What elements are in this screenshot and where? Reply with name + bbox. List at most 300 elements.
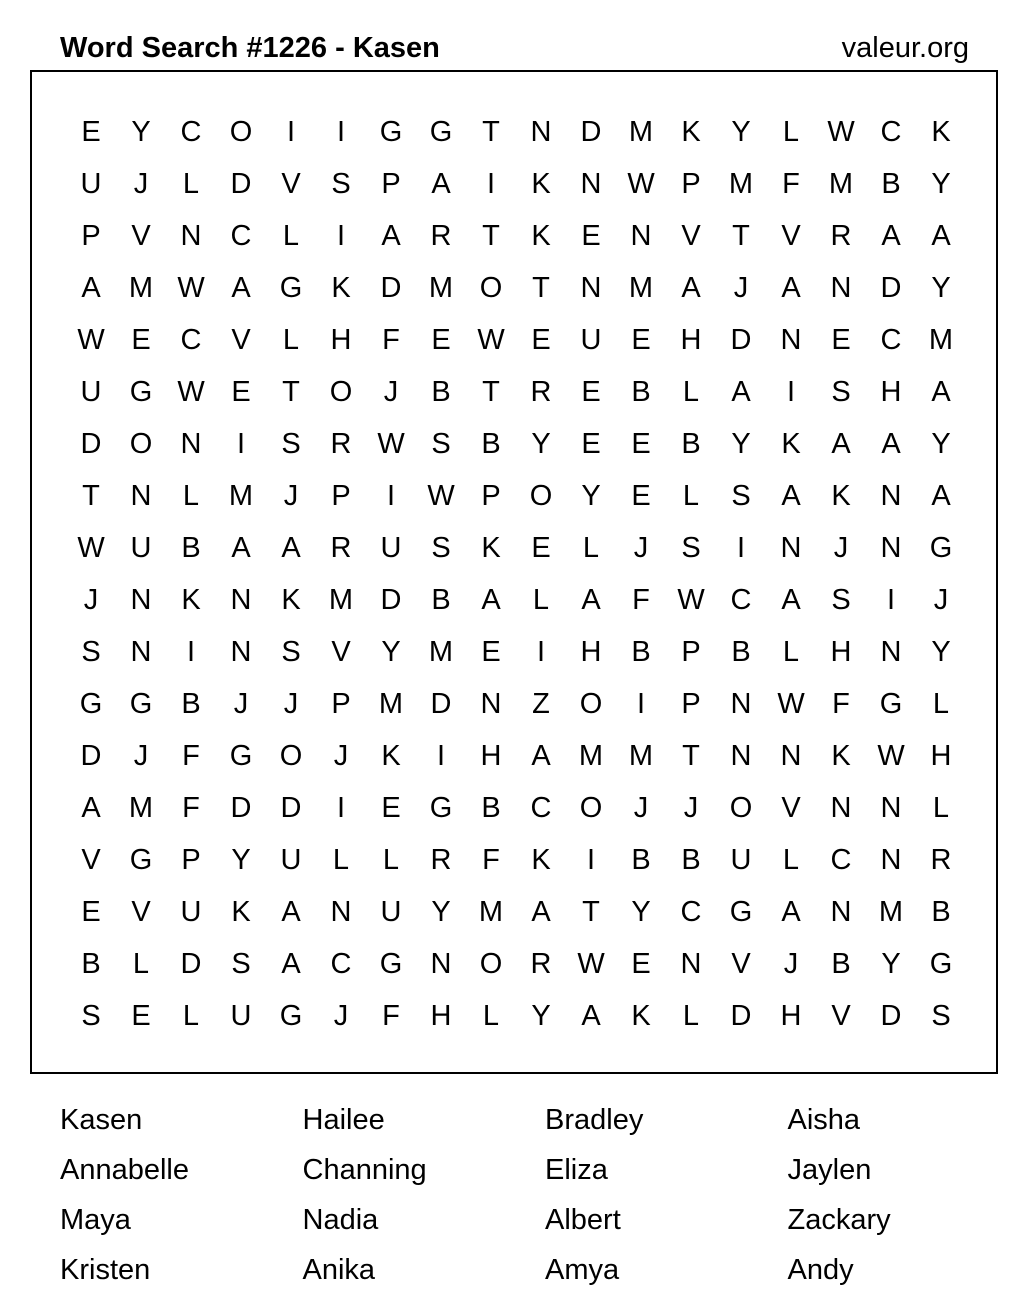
- grid-letter[interactable]: M: [128, 791, 154, 824]
- grid-letter[interactable]: U: [180, 895, 202, 928]
- grid-letter[interactable]: Y: [931, 271, 951, 304]
- grid-letter[interactable]: B: [481, 427, 501, 460]
- grid-letter[interactable]: G: [229, 739, 253, 772]
- grid-letter[interactable]: Y: [731, 427, 751, 460]
- grid-letter[interactable]: O: [279, 739, 303, 772]
- grid-letter[interactable]: R: [430, 219, 452, 252]
- grid-letter[interactable]: U: [80, 375, 102, 408]
- grid-letter[interactable]: E: [631, 323, 651, 356]
- grid-letter[interactable]: M: [478, 895, 504, 928]
- grid-letter[interactable]: S: [81, 635, 101, 668]
- grid-letter[interactable]: U: [130, 531, 152, 564]
- grid-letter[interactable]: G: [79, 687, 103, 720]
- grid-letter[interactable]: O: [729, 791, 753, 824]
- grid-letter[interactable]: G: [429, 791, 453, 824]
- grid-letter[interactable]: Y: [381, 635, 401, 668]
- grid-letter[interactable]: S: [331, 167, 351, 200]
- grid-letter[interactable]: D: [230, 167, 252, 200]
- grid-letter[interactable]: R: [330, 531, 352, 564]
- grid-letter[interactable]: A: [781, 583, 801, 616]
- grid-letter[interactable]: A: [581, 583, 601, 616]
- grid-letter[interactable]: M: [878, 895, 904, 928]
- grid-letter[interactable]: D: [580, 115, 602, 148]
- grid-letter[interactable]: N: [180, 427, 202, 460]
- grid-letter[interactable]: K: [531, 167, 551, 200]
- grid-letter[interactable]: N: [880, 479, 902, 512]
- grid-letter[interactable]: L: [582, 531, 600, 564]
- grid-letter[interactable]: T: [482, 219, 500, 252]
- grid-letter[interactable]: A: [931, 219, 951, 252]
- grid-letter[interactable]: M: [128, 271, 154, 304]
- grid-letter[interactable]: N: [630, 219, 652, 252]
- grid-letter[interactable]: L: [182, 999, 200, 1032]
- grid-letter[interactable]: Y: [531, 427, 551, 460]
- grid-letter[interactable]: B: [681, 427, 701, 460]
- grid-letter[interactable]: T: [732, 219, 750, 252]
- grid-letter[interactable]: O: [229, 115, 253, 148]
- grid-letter[interactable]: B: [731, 635, 751, 668]
- grid-letter[interactable]: M: [328, 583, 354, 616]
- grid-letter[interactable]: U: [230, 999, 252, 1032]
- grid-letter[interactable]: W: [377, 427, 405, 460]
- grid-letter[interactable]: K: [381, 739, 401, 772]
- grid-letter[interactable]: I: [786, 375, 796, 408]
- grid-letter[interactable]: W: [427, 479, 455, 512]
- grid-letter[interactable]: E: [581, 375, 601, 408]
- grid-letter[interactable]: S: [81, 999, 101, 1032]
- grid-letter[interactable]: A: [731, 375, 751, 408]
- grid-letter[interactable]: A: [531, 895, 551, 928]
- grid-letter[interactable]: D: [230, 791, 252, 824]
- grid-letter[interactable]: V: [731, 947, 751, 980]
- grid-letter[interactable]: I: [336, 219, 346, 252]
- grid-letter[interactable]: B: [631, 843, 651, 876]
- grid-letter[interactable]: N: [330, 895, 352, 928]
- grid-letter[interactable]: E: [631, 947, 651, 980]
- grid-letter[interactable]: L: [532, 583, 550, 616]
- grid-letter[interactable]: W: [177, 375, 205, 408]
- grid-letter[interactable]: M: [428, 271, 454, 304]
- grid-letter[interactable]: J: [633, 791, 649, 824]
- grid-letter[interactable]: H: [930, 739, 952, 772]
- grid-letter[interactable]: O: [129, 427, 153, 460]
- grid-letter[interactable]: N: [780, 739, 802, 772]
- grid-letter[interactable]: M: [628, 739, 654, 772]
- grid-letter[interactable]: H: [430, 999, 452, 1032]
- grid-letter[interactable]: D: [730, 999, 752, 1032]
- grid-letter[interactable]: E: [131, 999, 151, 1032]
- grid-letter[interactable]: K: [781, 427, 801, 460]
- grid-letter[interactable]: A: [681, 271, 701, 304]
- grid-letter[interactable]: K: [831, 739, 851, 772]
- grid-letter[interactable]: P: [681, 687, 701, 720]
- grid-letter[interactable]: G: [129, 843, 153, 876]
- grid-letter[interactable]: V: [131, 895, 151, 928]
- grid-letter[interactable]: T: [582, 895, 600, 928]
- grid-letter[interactable]: J: [283, 479, 299, 512]
- grid-letter[interactable]: K: [281, 583, 301, 616]
- grid-letter[interactable]: J: [933, 583, 949, 616]
- grid-letter[interactable]: O: [529, 479, 553, 512]
- grid-letter[interactable]: R: [930, 843, 952, 876]
- grid-letter[interactable]: O: [579, 791, 603, 824]
- grid-letter[interactable]: U: [580, 323, 602, 356]
- grid-letter[interactable]: N: [180, 219, 202, 252]
- grid-letter[interactable]: G: [379, 115, 403, 148]
- grid-letter[interactable]: T: [532, 271, 550, 304]
- grid-letter[interactable]: N: [130, 583, 152, 616]
- grid-letter[interactable]: H: [830, 635, 852, 668]
- grid-letter[interactable]: K: [181, 583, 201, 616]
- grid-letter[interactable]: D: [380, 583, 402, 616]
- grid-letter[interactable]: N: [830, 791, 852, 824]
- grid-letter[interactable]: W: [577, 947, 605, 980]
- grid-letter[interactable]: A: [781, 271, 801, 304]
- grid-letter[interactable]: F: [782, 167, 800, 200]
- grid-letter[interactable]: O: [579, 687, 603, 720]
- grid-letter[interactable]: M: [728, 167, 754, 200]
- grid-letter[interactable]: T: [682, 739, 700, 772]
- grid-letter[interactable]: B: [481, 791, 501, 824]
- grid-letter[interactable]: D: [280, 791, 302, 824]
- grid-letter[interactable]: K: [231, 895, 251, 928]
- grid-letter[interactable]: C: [330, 947, 352, 980]
- grid-letter[interactable]: K: [531, 843, 551, 876]
- grid-letter[interactable]: P: [681, 167, 701, 200]
- grid-letter[interactable]: L: [332, 843, 350, 876]
- grid-letter[interactable]: A: [431, 167, 451, 200]
- letter-grid[interactable]: [66, 106, 966, 1042]
- grid-letter[interactable]: L: [182, 167, 200, 200]
- grid-letter[interactable]: E: [381, 791, 401, 824]
- grid-letter[interactable]: N: [830, 271, 852, 304]
- grid-letter[interactable]: Y: [731, 115, 751, 148]
- grid-letter[interactable]: L: [382, 843, 400, 876]
- grid-letter[interactable]: P: [331, 479, 351, 512]
- grid-letter[interactable]: K: [531, 219, 551, 252]
- grid-letter[interactable]: Y: [931, 427, 951, 460]
- grid-letter[interactable]: B: [881, 167, 901, 200]
- grid-letter[interactable]: M: [428, 635, 454, 668]
- grid-letter[interactable]: R: [830, 219, 852, 252]
- grid-letter[interactable]: J: [383, 375, 399, 408]
- grid-letter[interactable]: G: [879, 687, 903, 720]
- grid-letter[interactable]: L: [782, 843, 800, 876]
- grid-letter[interactable]: I: [386, 479, 396, 512]
- grid-letter[interactable]: B: [181, 687, 201, 720]
- grid-letter[interactable]: G: [429, 115, 453, 148]
- grid-letter[interactable]: J: [333, 739, 349, 772]
- grid-letter[interactable]: J: [283, 687, 299, 720]
- grid-letter[interactable]: E: [481, 635, 501, 668]
- grid-letter[interactable]: C: [180, 323, 202, 356]
- grid-letter[interactable]: L: [482, 999, 500, 1032]
- grid-letter[interactable]: W: [877, 739, 905, 772]
- grid-letter[interactable]: Y: [931, 167, 951, 200]
- grid-letter[interactable]: A: [831, 427, 851, 460]
- grid-letter[interactable]: L: [282, 323, 300, 356]
- grid-letter[interactable]: K: [681, 115, 701, 148]
- grid-letter[interactable]: K: [831, 479, 851, 512]
- grid-letter[interactable]: N: [730, 739, 752, 772]
- grid-letter[interactable]: Y: [131, 115, 151, 148]
- grid-letter[interactable]: B: [831, 947, 851, 980]
- grid-letter[interactable]: G: [929, 947, 953, 980]
- grid-letter[interactable]: R: [330, 427, 352, 460]
- grid-letter[interactable]: J: [333, 999, 349, 1032]
- grid-letter[interactable]: Y: [581, 479, 601, 512]
- grid-letter[interactable]: N: [880, 635, 902, 668]
- grid-letter[interactable]: J: [233, 687, 249, 720]
- grid-letter[interactable]: W: [77, 323, 105, 356]
- grid-letter[interactable]: A: [281, 531, 301, 564]
- grid-letter[interactable]: N: [880, 531, 902, 564]
- grid-letter[interactable]: P: [681, 635, 701, 668]
- grid-letter[interactable]: N: [780, 323, 802, 356]
- grid-letter[interactable]: C: [530, 791, 552, 824]
- grid-letter[interactable]: K: [931, 115, 951, 148]
- grid-letter[interactable]: R: [530, 947, 552, 980]
- grid-letter[interactable]: D: [80, 739, 102, 772]
- grid-letter[interactable]: A: [781, 895, 801, 928]
- grid-letter[interactable]: L: [282, 219, 300, 252]
- grid-letter[interactable]: A: [281, 895, 301, 928]
- grid-letter[interactable]: G: [729, 895, 753, 928]
- grid-letter[interactable]: T: [82, 479, 100, 512]
- grid-letter[interactable]: S: [231, 947, 251, 980]
- grid-letter[interactable]: N: [130, 479, 152, 512]
- grid-letter[interactable]: M: [378, 687, 404, 720]
- grid-letter[interactable]: I: [586, 843, 596, 876]
- grid-letter[interactable]: E: [531, 323, 551, 356]
- grid-letter[interactable]: M: [928, 323, 954, 356]
- grid-letter[interactable]: K: [481, 531, 501, 564]
- grid-letter[interactable]: T: [482, 115, 500, 148]
- grid-letter[interactable]: N: [730, 687, 752, 720]
- grid-letter[interactable]: V: [331, 635, 351, 668]
- grid-letter[interactable]: S: [831, 375, 851, 408]
- grid-letter[interactable]: B: [681, 843, 701, 876]
- grid-letter[interactable]: S: [281, 635, 301, 668]
- grid-letter[interactable]: F: [382, 999, 400, 1032]
- grid-letter[interactable]: Y: [881, 947, 901, 980]
- grid-letter[interactable]: A: [581, 999, 601, 1032]
- grid-letter[interactable]: L: [182, 479, 200, 512]
- grid-letter[interactable]: H: [880, 375, 902, 408]
- grid-letter[interactable]: J: [783, 947, 799, 980]
- grid-letter[interactable]: U: [80, 167, 102, 200]
- grid-letter[interactable]: V: [131, 219, 151, 252]
- grid-letter[interactable]: W: [627, 167, 655, 200]
- grid-letter[interactable]: A: [231, 271, 251, 304]
- grid-letter[interactable]: W: [477, 323, 505, 356]
- grid-letter[interactable]: D: [880, 999, 902, 1032]
- grid-letter[interactable]: M: [628, 115, 654, 148]
- grid-letter[interactable]: G: [379, 947, 403, 980]
- site-name[interactable]: valeur.org: [841, 31, 969, 64]
- grid-letter[interactable]: M: [578, 739, 604, 772]
- grid-letter[interactable]: L: [782, 115, 800, 148]
- grid-letter[interactable]: V: [781, 791, 801, 824]
- grid-letter[interactable]: I: [236, 427, 246, 460]
- grid-letter[interactable]: F: [482, 843, 500, 876]
- grid-letter[interactable]: C: [730, 583, 752, 616]
- grid-letter[interactable]: Y: [431, 895, 451, 928]
- grid-letter[interactable]: N: [480, 687, 502, 720]
- grid-letter[interactable]: B: [431, 583, 451, 616]
- grid-letter[interactable]: I: [536, 635, 546, 668]
- grid-letter[interactable]: J: [133, 739, 149, 772]
- grid-letter[interactable]: C: [230, 219, 252, 252]
- grid-letter[interactable]: H: [780, 999, 802, 1032]
- grid-letter[interactable]: I: [886, 583, 896, 616]
- grid-letter[interactable]: J: [633, 531, 649, 564]
- grid-letter[interactable]: Y: [231, 843, 251, 876]
- grid-letter[interactable]: N: [830, 895, 852, 928]
- grid-letter[interactable]: U: [380, 895, 402, 928]
- grid-letter[interactable]: N: [530, 115, 552, 148]
- grid-letter[interactable]: P: [81, 219, 101, 252]
- grid-letter[interactable]: V: [831, 999, 851, 1032]
- grid-letter[interactable]: S: [731, 479, 751, 512]
- grid-letter[interactable]: Y: [931, 635, 951, 668]
- grid-letter[interactable]: I: [736, 531, 746, 564]
- grid-letter[interactable]: C: [180, 115, 202, 148]
- grid-letter[interactable]: M: [628, 271, 654, 304]
- grid-letter[interactable]: N: [580, 271, 602, 304]
- grid-letter[interactable]: Y: [531, 999, 551, 1032]
- grid-letter[interactable]: B: [181, 531, 201, 564]
- grid-letter[interactable]: S: [831, 583, 851, 616]
- grid-letter[interactable]: O: [479, 271, 503, 304]
- grid-letter[interactable]: N: [430, 947, 452, 980]
- grid-letter[interactable]: W: [77, 531, 105, 564]
- grid-letter[interactable]: U: [280, 843, 302, 876]
- grid-letter[interactable]: C: [830, 843, 852, 876]
- grid-letter[interactable]: L: [932, 687, 950, 720]
- grid-letter[interactable]: W: [177, 271, 205, 304]
- grid-letter[interactable]: L: [132, 947, 150, 980]
- grid-letter[interactable]: A: [881, 219, 901, 252]
- grid-letter[interactable]: C: [680, 895, 702, 928]
- grid-letter[interactable]: E: [531, 531, 551, 564]
- grid-letter[interactable]: N: [230, 583, 252, 616]
- grid-letter[interactable]: G: [129, 687, 153, 720]
- grid-letter[interactable]: L: [782, 635, 800, 668]
- grid-letter[interactable]: A: [931, 375, 951, 408]
- grid-letter[interactable]: Y: [631, 895, 651, 928]
- grid-letter[interactable]: K: [331, 271, 351, 304]
- grid-letter[interactable]: A: [231, 531, 251, 564]
- grid-letter[interactable]: D: [430, 687, 452, 720]
- grid-letter[interactable]: R: [530, 375, 552, 408]
- grid-letter[interactable]: M: [228, 479, 254, 512]
- grid-letter[interactable]: A: [481, 583, 501, 616]
- grid-letter[interactable]: P: [181, 843, 201, 876]
- grid-letter[interactable]: G: [129, 375, 153, 408]
- grid-letter[interactable]: N: [880, 843, 902, 876]
- grid-letter[interactable]: P: [381, 167, 401, 200]
- grid-letter[interactable]: A: [381, 219, 401, 252]
- grid-letter[interactable]: L: [932, 791, 950, 824]
- grid-letter[interactable]: I: [336, 115, 346, 148]
- grid-letter[interactable]: Z: [532, 687, 550, 720]
- grid-letter[interactable]: W: [777, 687, 805, 720]
- grid-letter[interactable]: I: [436, 739, 446, 772]
- grid-letter[interactable]: F: [832, 687, 850, 720]
- grid-letter[interactable]: J: [83, 583, 99, 616]
- grid-letter[interactable]: J: [733, 271, 749, 304]
- grid-letter[interactable]: N: [580, 167, 602, 200]
- grid-letter[interactable]: E: [81, 895, 101, 928]
- grid-letter[interactable]: C: [880, 115, 902, 148]
- grid-letter[interactable]: S: [431, 531, 451, 564]
- grid-letter[interactable]: J: [833, 531, 849, 564]
- grid-letter[interactable]: U: [380, 531, 402, 564]
- grid-letter[interactable]: L: [682, 375, 700, 408]
- grid-letter[interactable]: A: [931, 479, 951, 512]
- grid-letter[interactable]: E: [581, 427, 601, 460]
- grid-letter[interactable]: M: [828, 167, 854, 200]
- grid-letter[interactable]: D: [380, 271, 402, 304]
- grid-letter[interactable]: P: [481, 479, 501, 512]
- grid-letter[interactable]: E: [231, 375, 251, 408]
- grid-letter[interactable]: R: [430, 843, 452, 876]
- grid-letter[interactable]: I: [336, 791, 346, 824]
- grid-letter[interactable]: E: [581, 219, 601, 252]
- grid-letter[interactable]: V: [231, 323, 251, 356]
- grid-letter[interactable]: I: [636, 687, 646, 720]
- grid-letter[interactable]: I: [186, 635, 196, 668]
- grid-letter[interactable]: G: [279, 999, 303, 1032]
- grid-letter[interactable]: H: [330, 323, 352, 356]
- grid-letter[interactable]: E: [631, 479, 651, 512]
- grid-letter[interactable]: E: [831, 323, 851, 356]
- grid-letter[interactable]: A: [881, 427, 901, 460]
- grid-letter[interactable]: S: [431, 427, 451, 460]
- grid-letter[interactable]: U: [730, 843, 752, 876]
- grid-letter[interactable]: N: [880, 791, 902, 824]
- grid-letter[interactable]: J: [133, 167, 149, 200]
- grid-letter[interactable]: B: [631, 375, 651, 408]
- grid-letter[interactable]: I: [286, 115, 296, 148]
- grid-letter[interactable]: T: [482, 375, 500, 408]
- grid-letter[interactable]: N: [230, 635, 252, 668]
- grid-letter[interactable]: S: [931, 999, 951, 1032]
- grid-letter[interactable]: A: [281, 947, 301, 980]
- grid-letter[interactable]: A: [781, 479, 801, 512]
- grid-letter[interactable]: N: [780, 531, 802, 564]
- grid-letter[interactable]: F: [382, 323, 400, 356]
- grid-letter[interactable]: B: [931, 895, 951, 928]
- grid-letter[interactable]: D: [730, 323, 752, 356]
- grid-letter[interactable]: V: [281, 167, 301, 200]
- grid-letter[interactable]: B: [81, 947, 101, 980]
- grid-letter[interactable]: A: [531, 739, 551, 772]
- grid-letter[interactable]: E: [431, 323, 451, 356]
- grid-letter[interactable]: T: [282, 375, 300, 408]
- grid-letter[interactable]: G: [929, 531, 953, 564]
- grid-letter[interactable]: V: [781, 219, 801, 252]
- grid-letter[interactable]: E: [631, 427, 651, 460]
- grid-letter[interactable]: S: [281, 427, 301, 460]
- grid-letter[interactable]: E: [81, 115, 101, 148]
- grid-letter[interactable]: E: [131, 323, 151, 356]
- grid-letter[interactable]: D: [180, 947, 202, 980]
- grid-letter[interactable]: D: [880, 271, 902, 304]
- grid-letter[interactable]: O: [479, 947, 503, 980]
- grid-letter[interactable]: F: [182, 791, 200, 824]
